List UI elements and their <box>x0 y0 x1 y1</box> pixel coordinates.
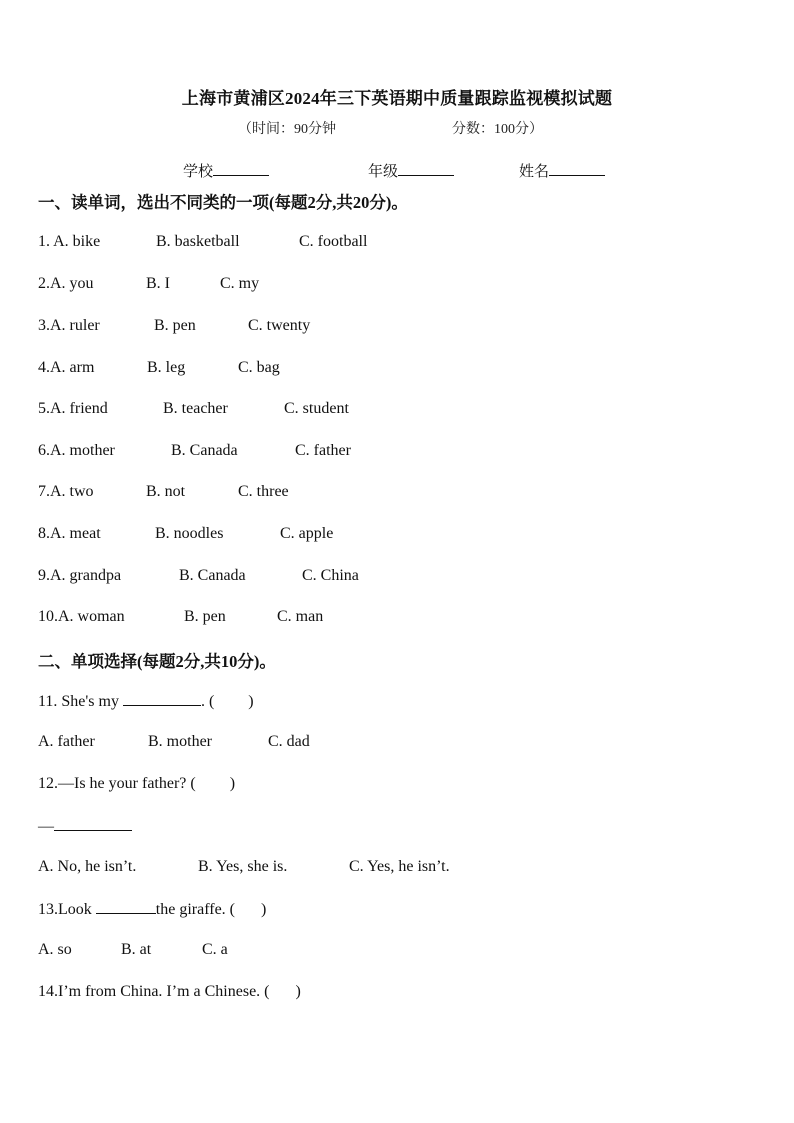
answer-blank <box>54 816 132 831</box>
question-row <box>38 317 311 335</box>
question-number: 5. <box>38 400 50 417</box>
option-c: C. student <box>284 400 349 417</box>
question-row <box>38 275 260 293</box>
section1-heading: 一、读单词，选出不同类的一项(每题2分,共20分)。 <box>38 193 408 212</box>
answer-blank <box>123 691 201 706</box>
grade-blank <box>398 163 454 176</box>
option-a: A. bike <box>53 233 101 250</box>
answer-blank <box>96 899 156 914</box>
stem-text: 13.Look <box>38 901 96 918</box>
stem-text: the giraffe. ( <box>155 901 235 918</box>
question-stem <box>38 983 301 1001</box>
question-row <box>38 483 289 501</box>
question-number: 7. <box>38 483 50 500</box>
question-number: 10. <box>38 608 58 625</box>
option-c: C. apple <box>280 525 334 542</box>
question-row <box>38 567 359 585</box>
option-b: B. mother <box>148 733 212 750</box>
school-label: 学校 <box>183 164 214 180</box>
grade-label: 年级 <box>368 164 399 180</box>
question-options <box>38 858 450 876</box>
question-row <box>38 442 351 460</box>
name-label: 姓名 <box>519 164 550 180</box>
stem-text: ) <box>229 775 236 792</box>
option-b: B. I <box>146 275 170 292</box>
option-a: A. two <box>50 483 94 500</box>
option-a: A. mother <box>50 442 115 459</box>
stem-text: 12.—Is he your father? ( <box>38 775 196 792</box>
question-row <box>38 525 334 543</box>
option-c: C. man <box>277 608 324 625</box>
question-stem <box>38 899 266 919</box>
option-b: B. at <box>121 941 152 958</box>
answer-line <box>38 816 132 836</box>
option-a: A. grandpa <box>50 567 122 584</box>
dash-text: — <box>38 818 54 835</box>
stem-text: . ( <box>200 693 215 710</box>
option-a: A. friend <box>50 400 108 417</box>
option-c: C. dad <box>268 733 310 750</box>
option-c: C. my <box>220 275 260 292</box>
option-a: A. meat <box>50 525 101 542</box>
question-number: 8. <box>38 525 50 542</box>
option-a: A. arm <box>50 359 95 376</box>
option-b: B. leg <box>147 359 186 376</box>
option-c: C. bag <box>238 359 280 376</box>
school-field <box>183 160 269 181</box>
option-a: A. No, he isn’t. <box>38 858 137 875</box>
option-c: C. father <box>295 442 351 459</box>
question-number: 6. <box>38 442 50 459</box>
option-b: B. not <box>146 483 186 500</box>
option-c: C. a <box>202 941 228 958</box>
option-c: C. three <box>238 483 289 500</box>
option-a: A. so <box>38 941 72 958</box>
option-b: B. pen <box>154 317 196 334</box>
option-c: C. Yes, he isn’t. <box>349 858 450 875</box>
option-c: C. China <box>302 567 359 584</box>
question-number: 1. <box>38 233 54 250</box>
stem-text: ) <box>295 983 301 1000</box>
name-blank <box>549 163 605 176</box>
stem-text: ) <box>248 693 254 710</box>
question-row <box>38 359 280 377</box>
question-options <box>38 733 310 751</box>
question-number: 2. <box>38 275 50 292</box>
option-b: B. basketball <box>156 233 240 250</box>
option-c: C. twenty <box>248 317 311 334</box>
stem-text: ) <box>261 901 267 918</box>
section2-heading: 二、单项选择(每题2分,共10分)。 <box>38 652 276 671</box>
option-a: A. ruler <box>50 317 100 334</box>
question-row <box>38 608 324 626</box>
option-a: A. father <box>38 733 95 750</box>
question-row <box>38 233 368 251</box>
option-b: B. Canada <box>179 567 246 584</box>
question-number: 4. <box>38 359 50 376</box>
question-number: 3. <box>38 317 50 334</box>
grade-field <box>368 160 454 181</box>
stem-text: 14.I’m from China. I’m a Chinese. ( <box>38 983 270 1000</box>
option-b: B. Yes, she is. <box>198 858 288 875</box>
question-number: 9. <box>38 567 50 584</box>
question-options <box>38 941 228 959</box>
exam-time: （时间：90分钟 <box>238 122 336 137</box>
option-b: B. pen <box>184 608 226 625</box>
school-blank <box>213 163 269 176</box>
question-row <box>38 400 349 418</box>
option-c: C. football <box>299 233 368 250</box>
option-a: A. woman <box>58 608 125 625</box>
stem-text: 11. She's my <box>38 693 123 710</box>
name-field <box>519 160 605 181</box>
option-b: B. Canada <box>171 442 238 459</box>
exam-title: 上海市黄浦区2024年三下英语期中质量跟踪监视模拟试题 <box>181 89 613 108</box>
option-b: B. noodles <box>155 525 224 542</box>
question-stem <box>38 691 254 711</box>
exam-score: 分数：100分） <box>452 122 543 137</box>
question-stem <box>38 775 235 793</box>
option-b: B. teacher <box>163 400 228 417</box>
option-a: A. you <box>50 275 94 292</box>
